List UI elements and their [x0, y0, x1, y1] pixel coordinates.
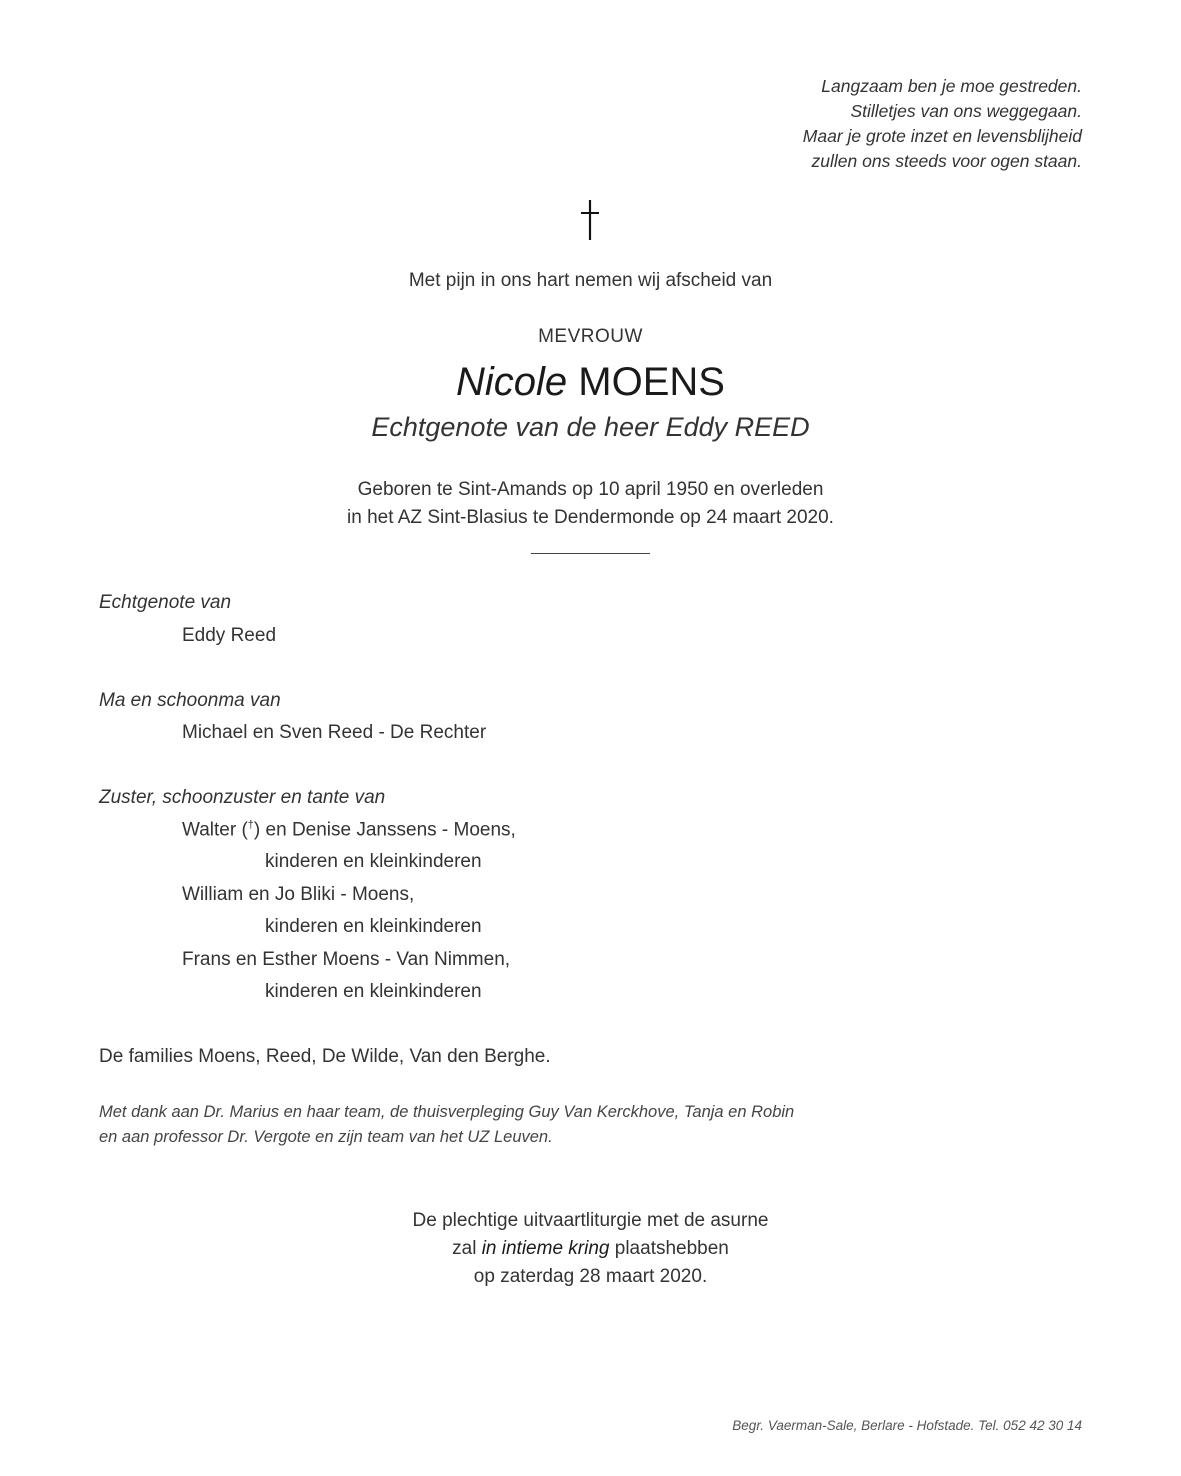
deceased-mark: † — [247, 819, 254, 831]
poem-line: Maar je grote inzet en levensblijheid — [802, 126, 1082, 146]
undertaker-footer: Begr. Vaerman-Sale, Berlare - Hofstade. Tel. 052 42 30 14 — [732, 1418, 1082, 1433]
poem — [562, 74, 1082, 174]
birth-death-line: Geboren te Sint-Amands op 10 april 1950 en overleden — [357, 479, 824, 500]
funeral-emphasis: in intieme kring — [481, 1238, 610, 1259]
last-name: MOENS — [578, 360, 725, 404]
poem-line: Langzaam ben je moe gestreden. — [821, 76, 1082, 96]
honorific: MEVROUW — [538, 326, 643, 347]
funeral-line: De plechtige uitvaartliturgie met de asurne — [412, 1210, 769, 1231]
relation-name: Frans en Esther Moens - Van Nimmen, — [182, 949, 511, 970]
thanks-line: en aan professor Dr. Vergote en zijn team van het UZ Leuven. — [99, 1128, 553, 1146]
relation-sub: kinderen en kleinkinderen — [265, 851, 482, 872]
relation-sub: kinderen en kleinkinderen — [265, 916, 482, 937]
funeral-line — [0, 1235, 1181, 1263]
thanks-text — [99, 1100, 794, 1150]
deceased-name — [0, 360, 1181, 405]
name-part: Walter ( — [182, 819, 248, 841]
name-part: ) en Denise Janssens - Moens, — [253, 819, 516, 841]
cross-icon — [570, 196, 610, 244]
families-text: De families Moens, Reed, De Wilde, Van den Berghe. — [99, 1046, 551, 1067]
birth-death-text — [0, 476, 1181, 532]
spouse-line: Echtgenote van de heer Eddy REED — [371, 412, 810, 442]
relation-name: Eddy Reed — [182, 625, 277, 646]
thanks-line: Met dank aan Dr. Marius en haar team, de thuisverpleging Guy Van Kerckhove, Tanja en Robin — [99, 1103, 795, 1121]
funeral-text — [0, 1207, 1181, 1291]
funeral-line: op zaterdag 28 maart 2020. — [473, 1266, 708, 1287]
relation-name: William en Jo Bliki - Moens, — [182, 884, 415, 905]
birth-death-line: in het AZ Sint-Blasius te Dendermonde op 24 maart 2020. — [347, 507, 834, 528]
poem-line: Stilletjes van ons weggegaan. — [850, 101, 1082, 121]
funeral-part: plaatshebben — [614, 1238, 729, 1259]
relation-name: Michael en Sven Reed - De Rechter — [182, 722, 487, 743]
poem-line: zullen ons steeds voor ogen staan. — [811, 151, 1082, 171]
intro-text: Met pijn in ons hart nemen wij afscheid van — [408, 270, 773, 291]
relation-heading: Ma en schoonma van — [99, 690, 281, 711]
relation-heading: Zuster, schoonzuster en tante van — [99, 787, 386, 808]
funeral-part: zal — [452, 1238, 477, 1259]
relation-sub: kinderen en kleinkinderen — [265, 981, 482, 1002]
relation-heading: Echtgenote van — [99, 592, 232, 613]
relation-name — [182, 819, 516, 841]
divider — [531, 553, 650, 554]
first-name: Nicole — [456, 360, 568, 404]
